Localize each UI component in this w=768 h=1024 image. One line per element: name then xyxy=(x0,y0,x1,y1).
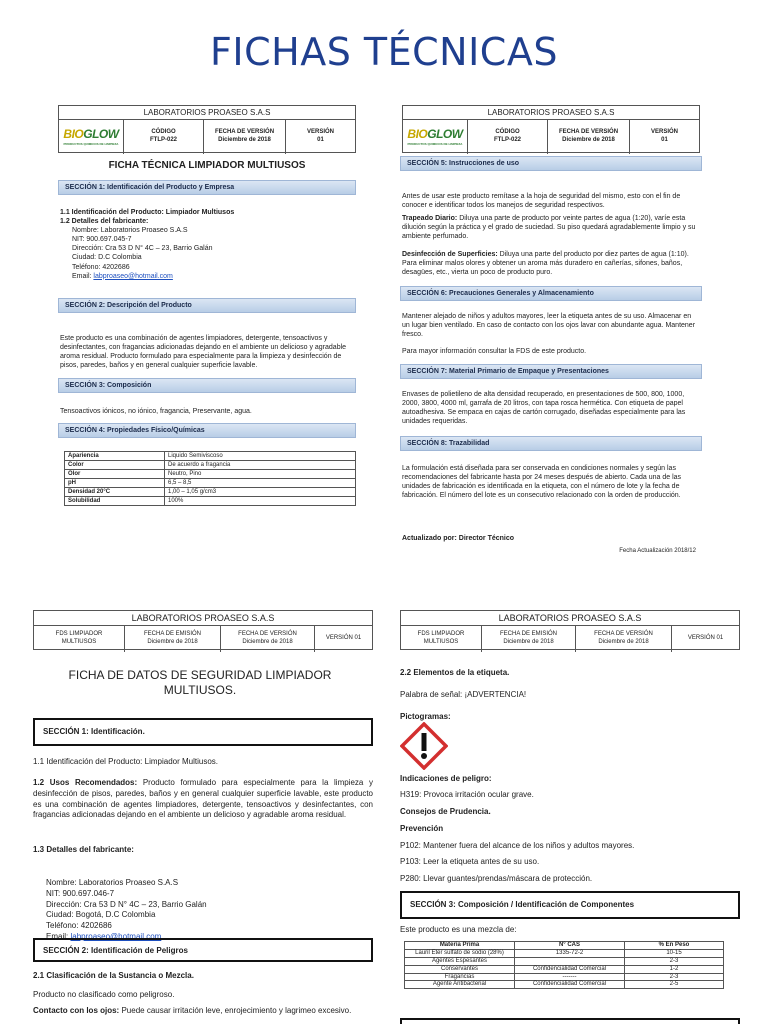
version-date-cell: FECHA DE VERSIÓN Diciembre de 2018 xyxy=(220,626,314,652)
code-cell: CÓDIGO FTLP-022 xyxy=(467,120,547,154)
page-title: FICHAS TÉCNICAS xyxy=(210,30,558,74)
p2-section6-text2: Para mayor información consultar la FDS de este producto. xyxy=(402,348,587,355)
table-row: pH 6,5 – 8,5 xyxy=(65,479,356,488)
p2-section5-title: SECCIÓN 5: Instrucciones de uso xyxy=(400,156,702,171)
table-row: Lauril Eter sulfato de sodio (28%) 1335-72-2 10-15 xyxy=(405,949,724,957)
version-date-cell: FECHA DE VERSIÓN Diciembre de 2018 xyxy=(203,120,285,154)
panel3-header xyxy=(33,610,373,650)
p3-p13: 1.3 Detalles del fabricante: xyxy=(33,845,134,854)
lab-name: LABORATORIOS PROASEO S.A.S xyxy=(59,106,355,120)
p4-h319: H319: Provoca irritación ocular grave. xyxy=(400,790,534,799)
panel2-header xyxy=(402,105,700,153)
p3-p11: 1.1 Identificación del Producto: Limpiador Multiusos. xyxy=(33,757,218,766)
composition-table xyxy=(404,941,724,989)
p4-next-section-box xyxy=(400,1018,740,1024)
p4-prevencion: Prevención xyxy=(400,824,444,833)
p3-section1-title: SECCIÓN 1: Identificación. xyxy=(33,718,373,746)
p2-section8-text: La formulación está diseñada para ser conservada en condiciones normales y según las recomendaciones del fabricante hasta por 24 meses después de abierto. Cada una de las unidades de fabricación es identificada en la etiqueta, con el número de lote y la fecha de fabricación. El número del lote es un consecutivo relacionado con la orden de producción. xyxy=(402,465,682,500)
version-date-cell: FECHA DE VERSIÓN Diciembre de 2018 xyxy=(547,120,629,154)
p1-section1-title: SECCIÓN 1: Identificación del Producto y Empresa xyxy=(58,180,356,195)
version-cell: VERSIÓN 01 xyxy=(629,120,699,154)
p4-mix-text: Este producto es una mezcla de: xyxy=(400,925,517,934)
p2-section6-title: SECCIÓN 6: Precauciones Generales y Almacenamiento xyxy=(400,286,702,301)
fds-cell: FDS LIMPIADOR MULTIUSOS xyxy=(417,631,465,645)
lab-name: LABORATORIOS PROASEO S.A.S xyxy=(401,611,739,626)
bioglow-logo: BIOGLOW PRODUCTOS QUIMICOS DE LIMPIEZA xyxy=(63,127,119,146)
table-row: Color De acuerdo a fragancia xyxy=(65,461,356,470)
p3-manufacturer: Nombre: Laboratorios Proaseo S.A.S NIT: 900.697.046-7 Dirección: Cra 53 D N° 4C – 23, Barrio Galán Ciudad: Bogotá, D.C Colombia Teléfono: 4202686 Email: labproaseo@hotmail.com xyxy=(46,878,207,941)
p4-pictograms-label: Pictogramas: xyxy=(400,712,451,721)
updated-by: Actualizado por: Director Técnico xyxy=(402,535,515,542)
panel4-header xyxy=(400,610,740,650)
table-row: Solubilidad 100% xyxy=(65,497,356,506)
table-row: Agentes Espesantes 2-3 xyxy=(405,957,724,965)
table-row: Olor Neutro, Pino xyxy=(65,470,356,479)
p1-section1-body: 1.1 Identificación del Producto: Limpiador Multiusos 1.2 Detalles del fabricante: Nombre: Laboratorios Proaseo S.A.S NIT: 900.697.045-7 Dirección: Cra 53 D N° 4C – 23, Barrio Galán Ciudad: D.C Colombia Teléfono: 4202686 Email: labproaseo@hotmail.com xyxy=(60,209,235,280)
p4-p103: P103: Leer la etiqueta antes de su uso. xyxy=(400,857,540,866)
p1-section3-text: Tensoactivos iónicos, no iónico, fragancia, Preservante, agua. xyxy=(60,408,252,415)
version-cell: VERSIÓN 01 xyxy=(314,626,372,652)
exclamation-hazard-icon xyxy=(400,722,448,770)
table-row: Apariencia Liquido Semiviscoso xyxy=(65,452,356,461)
p2-section7-text: Envases de polietileno de alta densidad recuperado, en presentaciones de 500, 800, 1000, 2000, 3800, 4000 ml, garrafa de 20 litros, con tapa rosca hermética. Con etiqueta de papel autoadhesiva. Se empaca en cajas de cartón corrugado, diseñadas especialmente para las unidades requeridas. xyxy=(402,391,686,426)
p4-consejos: Consejos de Prudencia. xyxy=(400,807,491,816)
p1-section4-title: SECCIÓN 4: Propiedades Físico/Químicas xyxy=(58,423,356,438)
version-cell: VERSIÓN 01 xyxy=(671,626,739,652)
email-link[interactable]: labproaseo@hotmail.com xyxy=(70,931,162,941)
p4-p22: 2.2 Elementos de la etiqueta. xyxy=(400,668,510,677)
fds-cell: FDS LIMPIADOR MULTIUSOS xyxy=(55,631,103,645)
panel3-heading: FICHA DE DATOS DE SEGURIDAD LIMPIADOR MULTIUSOS. xyxy=(68,668,332,697)
emission-date-cell: FECHA DE EMISIÓN Diciembre de 2018 xyxy=(481,626,575,652)
p4-p280: P280: Llevar guantes/prendas/máscara de protección. xyxy=(400,874,593,883)
p2-section5-desinfeccion: Desinfección de Superficies: Diluya una parte del producto por diez partes de agua (1:10). Para eliminar malos olores y obtener un aroma más duradero en cañerías, sifones, baños, desagües, etc., vierta un poco de producto puro. xyxy=(402,251,689,277)
p4-hazards-title: Indicaciones de peligro: xyxy=(400,774,492,783)
properties-table xyxy=(64,451,356,506)
p2-section5-text1: Antes de usar este producto remítase a la hoja de seguridad del mismo, esto con el fin de conocer e identificar todos los manejos de seguridad respectivos. xyxy=(402,193,681,210)
lab-name: LABORATORIOS PROASEO S.A.S xyxy=(34,611,372,626)
lab-name: LABORATORIOS PROASEO S.A.S xyxy=(403,106,699,120)
p4-p102: P102: Mantener fuera del alcance de los niños y adultos mayores. xyxy=(400,841,635,850)
p2-section7-title: SECCIÓN 7: Material Primario de Empaque y Presentaciones xyxy=(400,364,702,379)
panel1-header xyxy=(58,105,356,153)
p3-contact: Contacto con los ojos: Puede causar irritación leve, enrojecimiento y lagrimeo excesivo. xyxy=(33,1006,352,1015)
p1-section2-title: SECCIÓN 2: Descripción del Producto xyxy=(58,298,356,313)
p2-section8-title: SECCIÓN 8: Trazabilidad xyxy=(400,436,702,451)
table-row: Fragancias ------- 2-3 xyxy=(405,973,724,981)
p3-p21-text: Producto no clasificado como peligroso. xyxy=(33,990,175,999)
version-cell: VERSIÓN 01 xyxy=(285,120,355,154)
panel1-heading: FICHA TÉCNICA LIMPIADOR MULTIUSOS xyxy=(108,160,306,171)
bioglow-logo: BIOGLOW PRODUCTOS QUIMICOS DE LIMPIEZA xyxy=(407,127,463,146)
email-link[interactable]: labproaseo@hotmail.com xyxy=(93,272,173,280)
update-date: Fecha Actualización 2018/12 xyxy=(619,548,696,554)
emission-date-cell: FECHA DE EMISIÓN Diciembre de 2018 xyxy=(124,626,220,652)
p2-section5-trapeado: Trapeado Diario: Diluya una parte de producto por veinte partes de agua (1:20), varíe esta dilución según la práctica y el grado de suciedad. Su piso quedará agradablemente limpio y su ambiente perfumado. xyxy=(402,215,696,241)
table-row: Agente Antibacterial Confidencialidad Comercial 2-5 xyxy=(405,981,724,989)
p4-section3-title: SECCIÓN 3: Composición / Identificación de Componentes xyxy=(400,891,740,919)
table-row: Conservantes Confidencialidad Comercial 1-2 xyxy=(405,965,724,973)
table-header-row: Materia Prima N° CAS % En Peso xyxy=(405,942,724,950)
code-cell: CÓDIGO FTLP-022 xyxy=(123,120,203,154)
p3-section2-title: SECCIÓN 2: Identificación de Peligros xyxy=(33,938,373,962)
p3-p12: 1.2 Usos Recomendados: Producto formulado para especialmente para la limpieza y desinfección de pisos, paredes, baños y en general cualquier superficie lavable, este producto es una combinación de agentes limpiadores, detergente, tensoactivos y desinfectantes, con fragancias adicionadas dejando en el ambiente un delicioso y agradable aroma residual. xyxy=(33,778,373,820)
p1-section3-title: SECCIÓN 3: Composición xyxy=(58,378,356,393)
p3-p21: 2.1 Clasificación de la Sustancia o Mezcla. xyxy=(33,971,194,980)
version-date-cell: FECHA DE VERSIÓN Diciembre de 2018 xyxy=(575,626,671,652)
p4-signal-word: Palabra de señal: ¡ADVERTENCIA! xyxy=(400,690,527,699)
p2-section6-text1: Mantener alejado de niños y adultos mayores, leer la etiqueta antes de su uso. Almacenar en un lugar bien ventilado. En caso de contacto con los ojos lavar con abundante agua. Mantener fresco. xyxy=(402,313,696,339)
table-row: Densidad 20°C 1,00 – 1,05 g/cm3 xyxy=(65,488,356,497)
p1-section2-text: Este producto es una combinación de agentes limpiadores, detergente, tensoactivos y desinfectantes, con fragancias adicionadas dejando en el ambiente un delicioso y agradable aroma residual. Producto formulado para especialmente para la limpieza y desinfección de pisos, paredes, baños y en general cualquier superficie lavable. xyxy=(60,335,347,370)
